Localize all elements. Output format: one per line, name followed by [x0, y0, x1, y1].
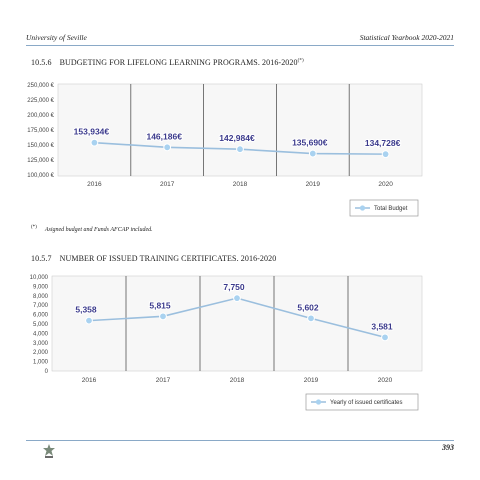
x-tick-label: 2018: [232, 181, 248, 188]
y-tick-label: 250,000 €: [27, 83, 54, 89]
y-tick-label: 225,000 €: [27, 98, 54, 104]
data-point: [234, 295, 241, 302]
y-tick-label: 8,000: [32, 293, 48, 300]
x-tick-label: 2020: [378, 181, 393, 188]
data-point: [382, 151, 389, 158]
data-point: [309, 150, 316, 157]
data-label: 5,358: [75, 304, 97, 315]
y-tick-label: 100,000 €: [27, 173, 54, 179]
data-point: [382, 334, 389, 341]
x-tick-label: 2017: [155, 377, 171, 384]
university-seal-icon: [40, 442, 58, 460]
footnote-text: Asigned budget and Funds AFCAP included.: [44, 227, 153, 233]
x-tick-label: 2016: [81, 377, 97, 384]
footnote-marker: (*): [297, 58, 304, 64]
data-label: 134,728€: [364, 138, 401, 149]
x-tick-label: 2018: [229, 377, 245, 384]
x-tick-label: 2016: [87, 181, 102, 188]
y-tick-label: 10,000: [29, 275, 48, 281]
y-tick-label: 200,000 €: [27, 113, 54, 119]
data-point: [160, 313, 167, 320]
legend-marker-swatch: [316, 399, 321, 404]
data-label: 146,186€: [146, 131, 182, 142]
x-tick-label: 2019: [305, 181, 321, 188]
budget-chart-group: [27, 83, 422, 216]
plot-area: [58, 84, 422, 176]
section-number: 10.5.6: [31, 58, 52, 67]
legend-marker-swatch: [360, 205, 365, 210]
y-tick-label: 6,000: [32, 312, 48, 319]
data-point: [164, 144, 171, 151]
section-title-text: NUMBER OF ISSUED TRAINING CERTIFICATES. 2016-2020: [59, 254, 277, 263]
y-tick-label: 3,000: [32, 340, 48, 347]
data-point: [308, 315, 315, 322]
y-tick-label: 1,000: [32, 359, 48, 366]
y-tick-label: 175,000 €: [27, 128, 54, 134]
footnote-mark: (*): [31, 225, 37, 230]
data-label: 142,984€: [219, 133, 255, 144]
page-number: 393: [442, 443, 454, 452]
y-tick-label: 125,000 €: [27, 158, 54, 164]
y-tick-label: 150,000 €: [27, 143, 54, 149]
data-point: [86, 317, 93, 324]
header-yearbook: Statistical Yearbook 2020-2021: [359, 33, 454, 42]
section-title-certificates: [31, 254, 276, 263]
x-tick-label: 2020: [377, 377, 393, 384]
data-label: 7,750: [223, 282, 245, 293]
footer-divider: [26, 440, 454, 441]
y-tick-label: 5,000: [32, 322, 48, 328]
x-tick-label: 2017: [159, 181, 175, 188]
data-label: 153,934€: [73, 126, 110, 137]
certificates-chart-group: [30, 275, 422, 410]
header-university: University of Seville: [26, 33, 87, 42]
legend-label: Total Budget: [374, 206, 408, 212]
data-label: 5,815: [149, 300, 171, 311]
y-tick-label: 4,000: [32, 331, 48, 338]
data-label: 135,690€: [292, 137, 328, 148]
data-label: 5,602: [297, 302, 319, 313]
y-tick-label: 2,000: [32, 350, 48, 357]
y-tick-label: 9,000: [32, 284, 48, 291]
y-tick-label: 7,000: [32, 303, 48, 310]
x-tick-label: 2019: [303, 377, 319, 384]
data-label: 3,581: [371, 321, 393, 332]
y-tick-label: 0: [44, 369, 48, 375]
legend-label: Yearly of issued certificates: [330, 400, 403, 406]
data-point: [237, 146, 244, 153]
footnote: [31, 225, 153, 233]
data-point: [91, 139, 98, 146]
section-title-text: BUDGETING FOR LIFELONG LEARNING PROGRAMS. 2016-2020: [59, 58, 298, 67]
section-number: 10.5.7: [31, 254, 52, 263]
